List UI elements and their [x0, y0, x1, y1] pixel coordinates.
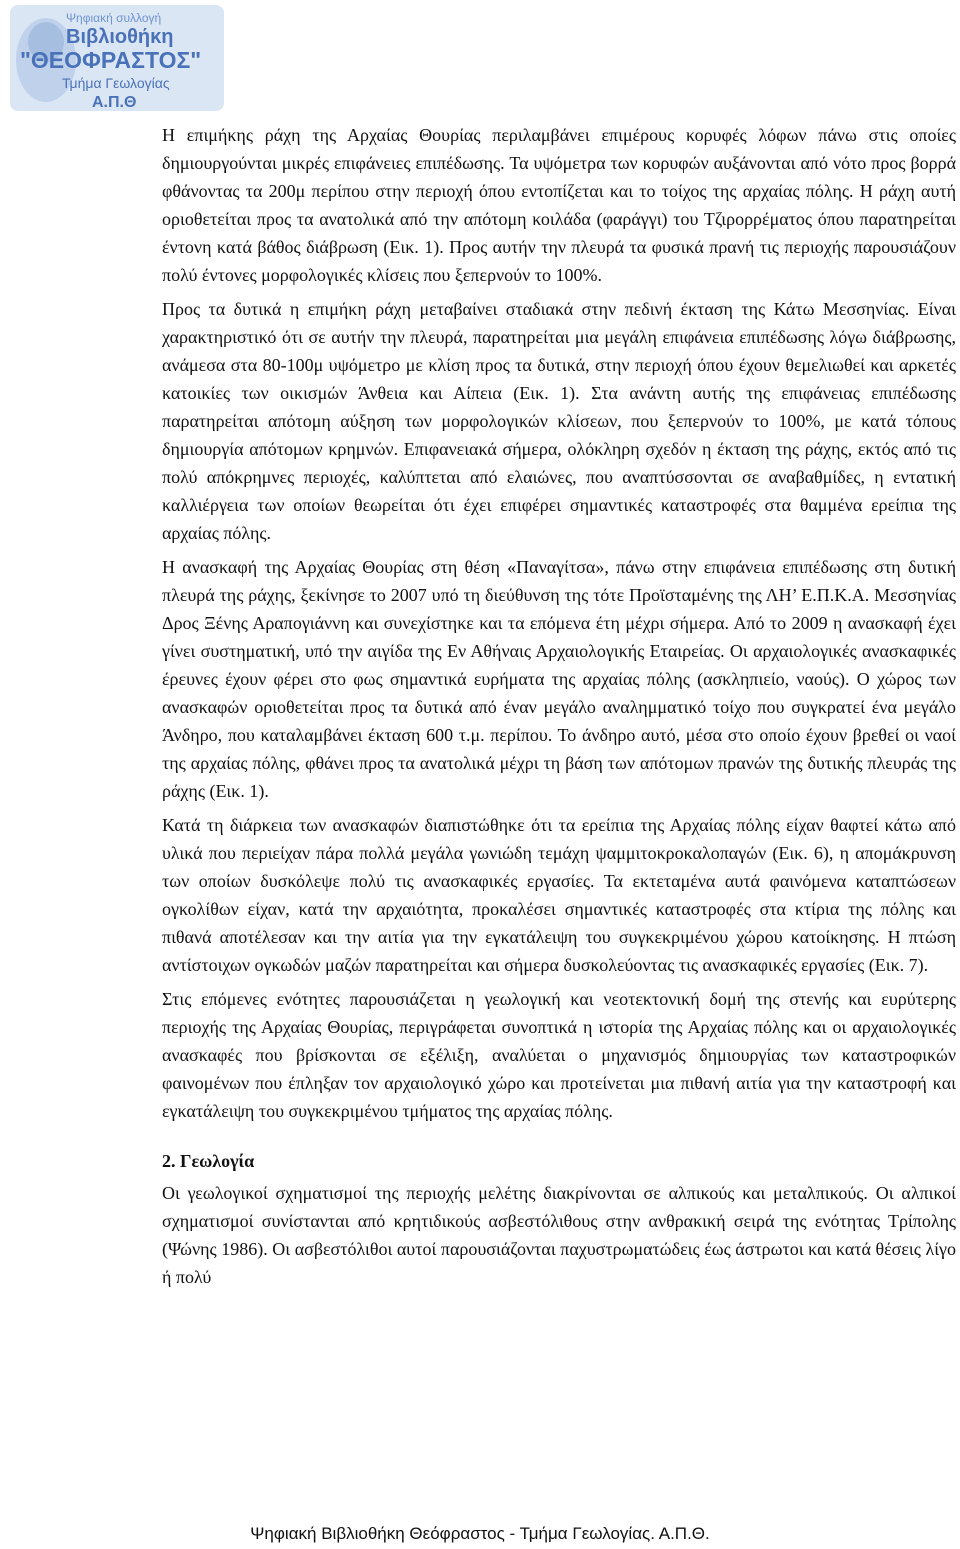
logo-line2: Βιβλιοθήκη	[66, 26, 174, 48]
paragraph-5: Στις επόμενες ενότητες παρουσιάζεται η γεωλογική και νεοτεκτονική δομή της στενής και ευρύτερης περιοχής της Αρχαίας Θουρίας, περιγράφεται συνοπτικά η ιστορία της Αρχαίας πόλης και οι αρχαιολογικές ανασκαφές που βρίσκονται σε εξέλιξη, αναλύεται ο μηχανισμός δημιουργίας των καταστροφικών φαινομένων που έπληξαν τον αρχαιολογικό χώρο και προτείνεται μια πιθανή αιτία για την καταστροφή και εγκατάλειψη του συγκεκριμένου τμήματος της αρχαίας πόλης.	[162, 989, 956, 1121]
library-logo-graphic	[6, 2, 228, 114]
paragraph-2: Προς τα δυτικά η επιμήκη ράχη μεταβαίνει σταδιακά στην πεδινή έκταση της Κάτω Μεσσηνίας. Είναι χαρακτηριστικό ότι σε αυτήν την πλευρά, παρατηρείται μια μεγάλη επιφάνεια επιπέδωσης λόγω διάβρωσης, ανάμεσα στα 80-100μ υψόμετρο με κλίση προς τα δυτικά, στην περιοχή όπου έχουν θεμελιωθεί και αρκετές κατοικίες των οικισμών Άνθεια και Αίπεια (Εικ. 1). Στα ανάντη αυτής της επιφάνειας επιπέδωσης παρατηρείται απότομη αύξηση των μορφολογικών κλίσεων, που ξεπερνούν το 100%, με κατά τόπους δημιουργία απότομων κρημνών. Επιφανειακά σήμερα, ολόκληρη σχεδόν η έκταση της ράχης, εκτός από τις πολύ απόκρημνες περιοχές, καλύπτεται από ελαιώνες, που αναπτύσσονται σε αναβαθμίδες, η εντατική καλλιέργεια των οποίων θεωρείται ότι έχει επιφέρει σημαντικές καταστροφές στα θαμμένα ερείπια της αρχαίας πόλης.	[162, 299, 956, 543]
logo-line3: "ΘΕΟΦΡΑΣΤΟΣ"	[20, 47, 202, 73]
section-paragraph-1: Οι γεωλογικοί σχηματισμοί της περιοχής μελέτης διακρίνονται σε αλπικούς και μεταλπικούς. Οι αλπικοί σχηματισμοί συνίστανται από κρητιδικούς ασβεστόλιθους στην ανθρακική σειρά της ενότητας Τρίπολης (Ψώνης 1986). Οι ασβεστόλιθοι αυτοί παρουσιάζονται παχυστρωματώδεις έως άστρωτοι και κατά θέσεις λίγο ή πολύ	[162, 1183, 956, 1287]
library-logo	[6, 2, 228, 114]
paragraph-4: Κατά τη διάρκεια των ανασκαφών διαπιστώθηκε ότι τα ερείπια της Αρχαίας πόλης είχαν θαφτεί κάτω από υλικά που περιείχαν πάρα πολλά μεγάλα γωνιώδη τεμάχη ψαμμιτοκροκαλοπαγών (Εικ. 6), η απομάκρυνση των οποίων δυσκόλεψε πολύ τις ανασκαφικές εργασίες. Τα εκτεταμένα αυτά φαινόμενα καταπτώσεων ογκολίθων είχαν, κατά την αρχαιότητα, προκαλέσει σημαντικές καταστροφές στα κτίρια της πόλης και πιθανά αποτέλεσαν και την αιτία για την εγκατάλειψη του συγκεκριμένου χώρου κατοίκησης. Η πτώση αντίστοιχων ογκωδών μαζών παρατηρείται και σήμερα δυσκολεύοντας τις ανασκαφικές εργασίες (Εικ. 7).	[162, 815, 956, 975]
page-footer: Ψηφιακή Βιβλιοθήκη Θεόφραστος - Τμήμα Γεωλογίας. Α.Π.Θ.	[250, 1524, 710, 1543]
paragraph-1: Η επιμήκης ράχη της Αρχαίας Θουρίας περιλαμβάνει επιμέρους κορυφές λόφων πάνω στις οποίες δημιουργούνται μικρές επιφάνειες επιπέδωσης. Τα υψόμετρα των κορυφών αυξάνονται από νότο προς βορρά φθάνοντας τα 200μ περίπου στην περιοχή όπου εντοπίζεται και το τοίχος της αρχαίας πόλης. Η ράχη αυτή οριοθετείται προς τα ανατολικά από την απότομη κοιλάδα (φαράγγι) του Τζιρορρέματος όπου παρατηρείται έντονη κατά βάθος διάβρωση (Εικ. 1). Προς αυτήν την πλευρά τα φυσικά πρανή τις περιοχής παρουσιάζουν πολύ έντονες μορφολογικές κλίσεις που ξεπερνούν το 100%.	[162, 125, 956, 285]
logo-line4: Τμήμα Γεωλογίας	[62, 75, 170, 91]
logo-line5: Α.Π.Θ	[92, 94, 137, 111]
section-heading: 2. Γεωλογία	[162, 1151, 255, 1171]
document-body	[162, 121, 956, 1297]
logo-line1: Ψηφιακή συλλογή	[66, 11, 162, 25]
paragraph-3: Η ανασκαφή της Αρχαίας Θουρίας στη θέση «Παναγίτσα», πάνω στην επιφάνεια επιπέδωσης στη δυτική πλευρά της ράχης, ξεκίνησε το 2007 υπό τη διεύθυνση της τότε Προϊσταμένης της ΛΗ’ Ε.Π.Κ.Α. Μεσσηνίας Δρος Ξένης Αραπογιάννη και συνεχίστηκε και τα επόμενα έτη μέχρι σήμερα. Από το 2009 η ανασκαφή έχει γίνει συστηματική, υπό την αιγίδα της Εν Αθήναις Αρχαιολογικής Εταιρείας. Οι αρχαιολογικές ανασκαφικές έρευνες έχουν φέρει στο φως σημαντικά ευρήματα της αρχαίας πόλης (ασκληπιείο, ναούς). Ο χώρος των ανασκαφών οριοθετείται προς τα δυτικά από έναν μεγάλο αναλημματικό τοίχο που συγκρατεί ένα μεγάλο Άνδηρο, που καταλαμβάνει έκταση 600 τ.μ. περίπου. Το άνδηρο αυτό, μέσα στο οποίο έχουν βρεθεί οι ναοί της αρχαίας πόλης, φθάνει προς τα ανατολικά μέχρι τη βάση των απότομων πρανών της δυτικής πλευράς της ράχης (Εικ. 1).	[162, 557, 956, 801]
